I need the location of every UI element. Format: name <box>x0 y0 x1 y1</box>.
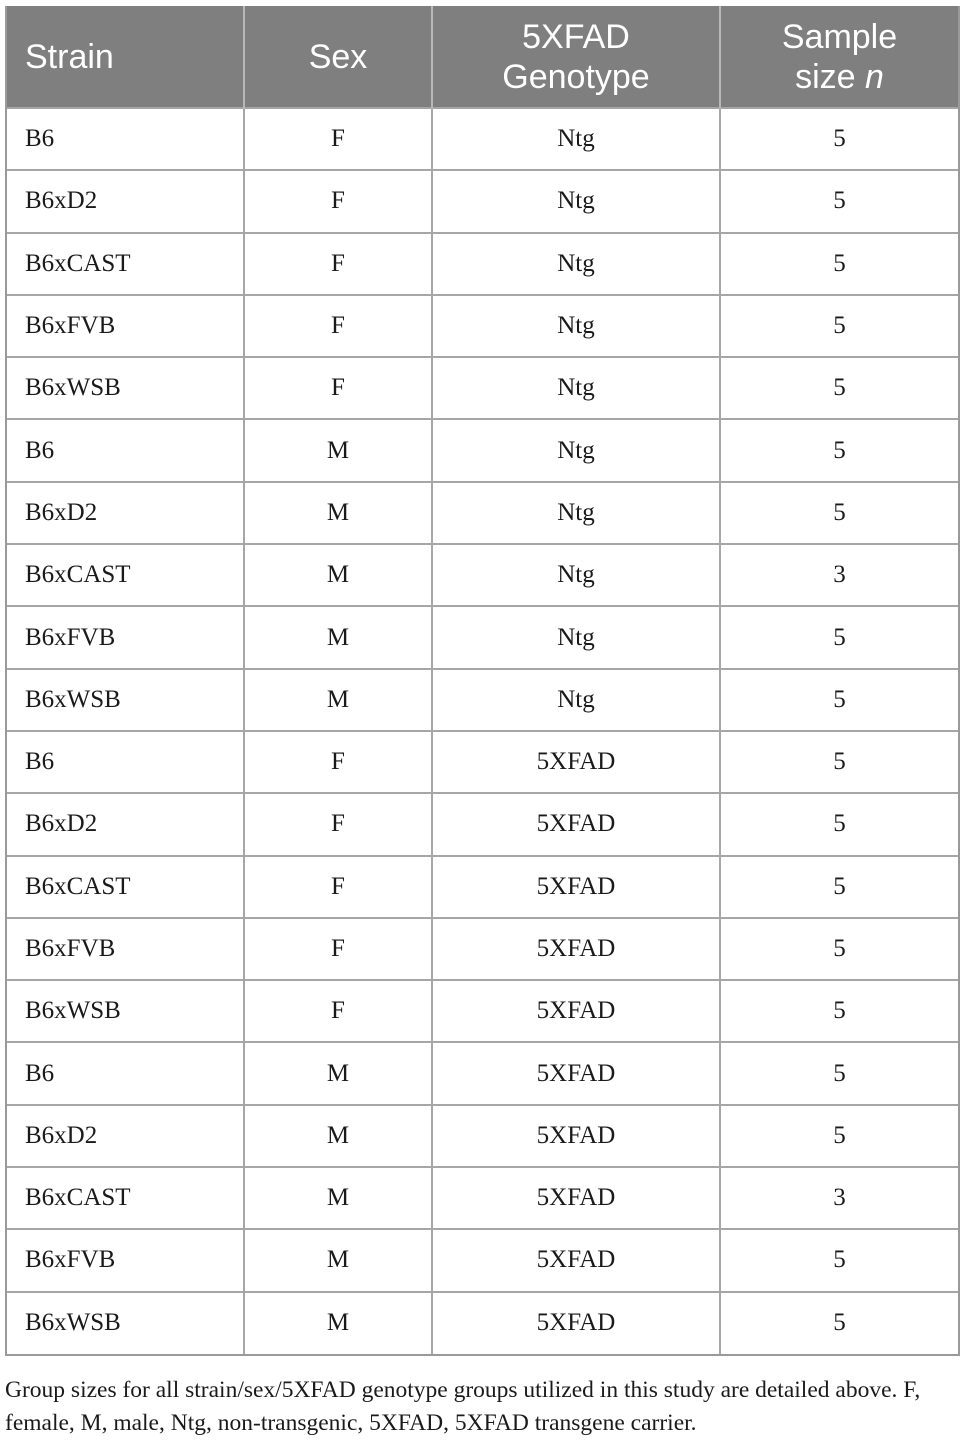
table-row <box>7 918 958 980</box>
cell-genotype: Ntg <box>432 544 720 606</box>
cell-sex: M <box>244 482 432 544</box>
table-row <box>7 1042 958 1104</box>
cell-sample-size: 5 <box>720 1042 958 1104</box>
cell-strain: B6xFVB <box>7 1229 244 1291</box>
cell-sample-size: 5 <box>720 918 958 980</box>
cell-genotype: 5XFAD <box>432 731 720 793</box>
cell-strain: B6xCAST <box>7 544 244 606</box>
table-row <box>7 295 958 357</box>
cell-sample-size: 5 <box>720 731 958 793</box>
cell-sex: F <box>244 856 432 918</box>
table-row <box>7 1292 958 1354</box>
cell-strain: B6xD2 <box>7 482 244 544</box>
data-table-container <box>5 6 960 1356</box>
cell-sex: M <box>244 1229 432 1291</box>
cell-sample-size: 5 <box>720 170 958 232</box>
table-row <box>7 357 958 419</box>
cell-genotype: 5XFAD <box>432 793 720 855</box>
cell-sex: F <box>244 980 432 1042</box>
cell-genotype: 5XFAD <box>432 1042 720 1104</box>
table-row <box>7 731 958 793</box>
table-row <box>7 856 958 918</box>
table-row <box>7 170 958 232</box>
cell-genotype: 5XFAD <box>432 1167 720 1229</box>
cell-sample-size: 5 <box>720 669 958 731</box>
table-header <box>7 6 958 108</box>
header-genotype-line2: Genotype <box>502 57 650 96</box>
table-body <box>7 108 958 1354</box>
header-genotype-line1: 5XFAD <box>522 17 630 56</box>
cell-sex: F <box>244 295 432 357</box>
cell-strain: B6xFVB <box>7 918 244 980</box>
table-caption: Group sizes for all strain/sex/5XFAD genotype groups utilized in this study are detailed above. F, female, M, male, Ntg, non-transgenic, 5XFAD, 5XFAD transgene carrier. <box>5 1377 921 1436</box>
cell-sex: M <box>244 606 432 668</box>
cell-sample-size: 5 <box>720 1105 958 1167</box>
cell-sex: F <box>244 357 432 419</box>
table-row <box>7 1167 958 1229</box>
cell-strain: B6xWSB <box>7 980 244 1042</box>
cell-sex: M <box>244 544 432 606</box>
header-sample-line2: size <box>795 57 856 96</box>
cell-genotype: Ntg <box>432 233 720 295</box>
cell-genotype: Ntg <box>432 295 720 357</box>
cell-sample-size: 5 <box>720 295 958 357</box>
table-row <box>7 233 958 295</box>
cell-strain: B6xCAST <box>7 1167 244 1229</box>
cell-sample-size: 5 <box>720 419 958 481</box>
header-row <box>7 6 958 108</box>
cell-genotype: 5XFAD <box>432 918 720 980</box>
cell-sample-size: 5 <box>720 980 958 1042</box>
cell-sample-size: 5 <box>720 856 958 918</box>
cell-sample-size: 5 <box>720 108 958 170</box>
cell-sample-size: 5 <box>720 233 958 295</box>
cell-strain: B6xD2 <box>7 1105 244 1167</box>
header-strain <box>7 6 244 108</box>
header-sample-size <box>720 6 958 108</box>
table-row <box>7 793 958 855</box>
cell-genotype: Ntg <box>432 419 720 481</box>
cell-strain: B6 <box>7 1042 244 1104</box>
cell-sample-size: 5 <box>720 357 958 419</box>
cell-sample-size: 5 <box>720 1229 958 1291</box>
table-row <box>7 419 958 481</box>
cell-strain: B6 <box>7 419 244 481</box>
cell-strain: B6xD2 <box>7 170 244 232</box>
cell-sample-size: 5 <box>720 793 958 855</box>
cell-sex: F <box>244 108 432 170</box>
group-sizes-table <box>7 6 958 1354</box>
cell-strain: B6xWSB <box>7 1292 244 1354</box>
cell-sex: F <box>244 731 432 793</box>
cell-strain: B6xFVB <box>7 606 244 668</box>
cell-sample-size: 5 <box>720 482 958 544</box>
cell-strain: B6xCAST <box>7 856 244 918</box>
cell-sex: M <box>244 1292 432 1354</box>
cell-strain: B6xCAST <box>7 233 244 295</box>
cell-strain: B6xWSB <box>7 669 244 731</box>
cell-genotype: 5XFAD <box>432 1229 720 1291</box>
cell-sex: F <box>244 170 432 232</box>
cell-sex: M <box>244 1042 432 1104</box>
cell-strain: B6 <box>7 731 244 793</box>
cell-sample-size: 3 <box>720 544 958 606</box>
cell-genotype: Ntg <box>432 357 720 419</box>
cell-sample-size: 3 <box>720 1167 958 1229</box>
cell-genotype: Ntg <box>432 170 720 232</box>
cell-strain: B6xFVB <box>7 295 244 357</box>
cell-sex: F <box>244 793 432 855</box>
cell-genotype: Ntg <box>432 606 720 668</box>
cell-genotype: Ntg <box>432 482 720 544</box>
header-sample-line1: Sample <box>781 17 898 56</box>
table-row <box>7 669 958 731</box>
table-row <box>7 1229 958 1291</box>
table-row <box>7 108 958 170</box>
cell-sex: F <box>244 233 432 295</box>
cell-genotype: Ntg <box>432 108 720 170</box>
cell-strain: B6xWSB <box>7 357 244 419</box>
header-genotype <box>432 6 720 108</box>
cell-sample-size: 5 <box>720 1292 958 1354</box>
table-row <box>7 1105 958 1167</box>
header-sex <box>244 6 432 108</box>
cell-sex: M <box>244 1105 432 1167</box>
header-strain-label: Strain <box>25 37 114 76</box>
cell-genotype: 5XFAD <box>432 856 720 918</box>
cell-genotype: 5XFAD <box>432 980 720 1042</box>
cell-genotype: 5XFAD <box>432 1292 720 1354</box>
cell-genotype: 5XFAD <box>432 1105 720 1167</box>
table-row <box>7 606 958 668</box>
cell-strain: B6xD2 <box>7 793 244 855</box>
header-sample-n: n <box>865 57 884 96</box>
table-row <box>7 980 958 1042</box>
table-row <box>7 544 958 606</box>
header-sex-label: Sex <box>308 37 368 76</box>
cell-sample-size: 5 <box>720 606 958 668</box>
table-row <box>7 482 958 544</box>
cell-sex: M <box>244 669 432 731</box>
cell-genotype: Ntg <box>432 669 720 731</box>
cell-strain: B6 <box>7 108 244 170</box>
cell-sex: M <box>244 1167 432 1229</box>
cell-sex: M <box>244 419 432 481</box>
cell-sex: F <box>244 918 432 980</box>
